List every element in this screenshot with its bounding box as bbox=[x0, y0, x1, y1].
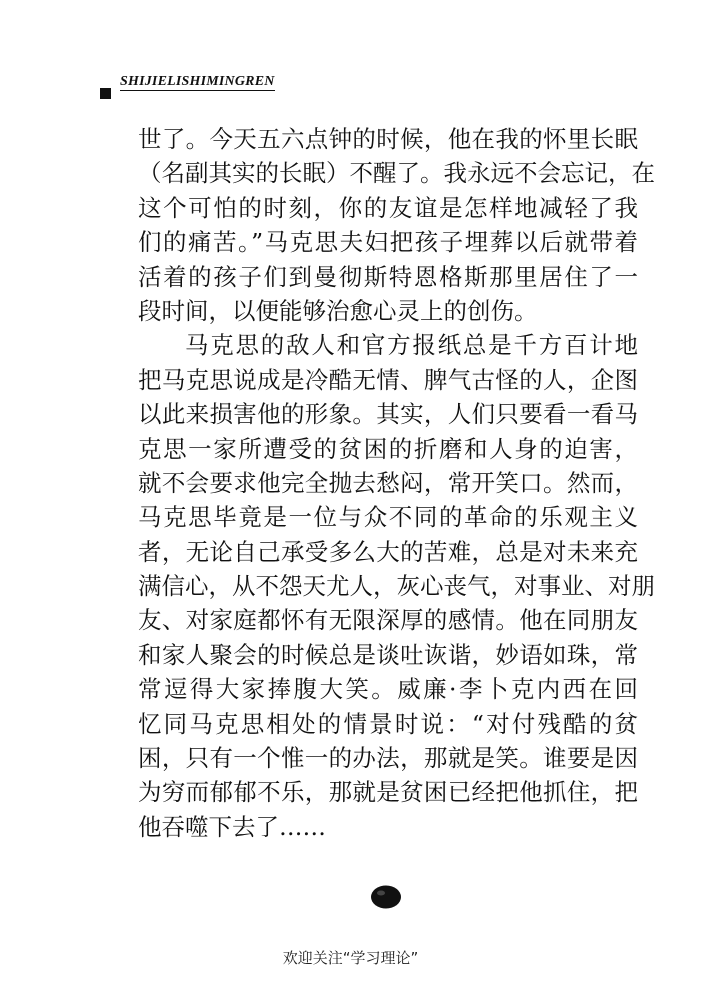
text-line: 这个可怕的时刻，你的友谊是怎样地减轻了我 bbox=[138, 193, 638, 222]
text-line: 者，无论自己承受多么大的苦难，总是对未来充 bbox=[138, 537, 638, 566]
text-line: 和家人聚会的时候总是谈吐诙谐，妙语如珠，常 bbox=[138, 640, 638, 669]
text-line: 他吞噬下去了…… bbox=[138, 812, 326, 841]
text-line: 就不会要求他完全抛去愁闷，常开笑口。然而， bbox=[138, 468, 638, 497]
text-line: 常逗得大家捧腹大笑。威廉·李卜克内西在回 bbox=[138, 675, 638, 704]
running-title: SHIJIELISHIMINGREN bbox=[120, 74, 275, 89]
text-line: 把马克思说成是冷酷无情、脾气古怪的人，企图 bbox=[138, 365, 638, 394]
header-marker-square bbox=[100, 88, 111, 99]
text-line: 活着的孩子们到曼彻斯特恩格斯那里居住了一 bbox=[138, 262, 638, 291]
text-line: 以此来损害他的形象。其实，人们只要看一看马 bbox=[138, 400, 638, 429]
text-line: 忆同马克思相处的情景时说：“对付残酷的贫 bbox=[138, 709, 638, 738]
text-line: 克思一家所遭受的贫困的折磨和人身的迫害， bbox=[138, 434, 638, 463]
text-line: 世了。今天五六点钟的时候，他在我的怀里长眠 bbox=[138, 125, 638, 153]
footer-note: 欢迎关注“学习理论” bbox=[282, 949, 419, 967]
body-text bbox=[138, 122, 655, 844]
text-line: 马克思毕竟是一位与众不同的革命的乐观主义 bbox=[138, 503, 638, 532]
text-line: 们的痛苦。”马克思夫妇把孩子埋葬以后就带着 bbox=[138, 228, 638, 257]
text-line: 困，只有一个惟一的办法，那就是笑。谁要是因 bbox=[138, 744, 638, 773]
text-line: 马克思的敌人和官方报纸总是千方百计地 bbox=[185, 331, 638, 360]
page-ornament-icon bbox=[368, 884, 404, 910]
text-line: 为穷而郁郁不乐，那就是贫困已经把他抓住，把 bbox=[138, 778, 638, 807]
text-line: 友、对家庭都怀有无限深厚的感情。他在同朋友 bbox=[138, 606, 638, 635]
text-line: （名副其实的长眠）不醒了。我永远不会忘记，在 bbox=[138, 159, 655, 188]
running-header bbox=[100, 72, 320, 106]
text-line: 满信心，从不怨天尤人，灰心丧气，对事业、对朋 bbox=[138, 572, 655, 601]
text-line: 段时间，以便能够治愈心灵上的创伤。 bbox=[138, 296, 538, 325]
